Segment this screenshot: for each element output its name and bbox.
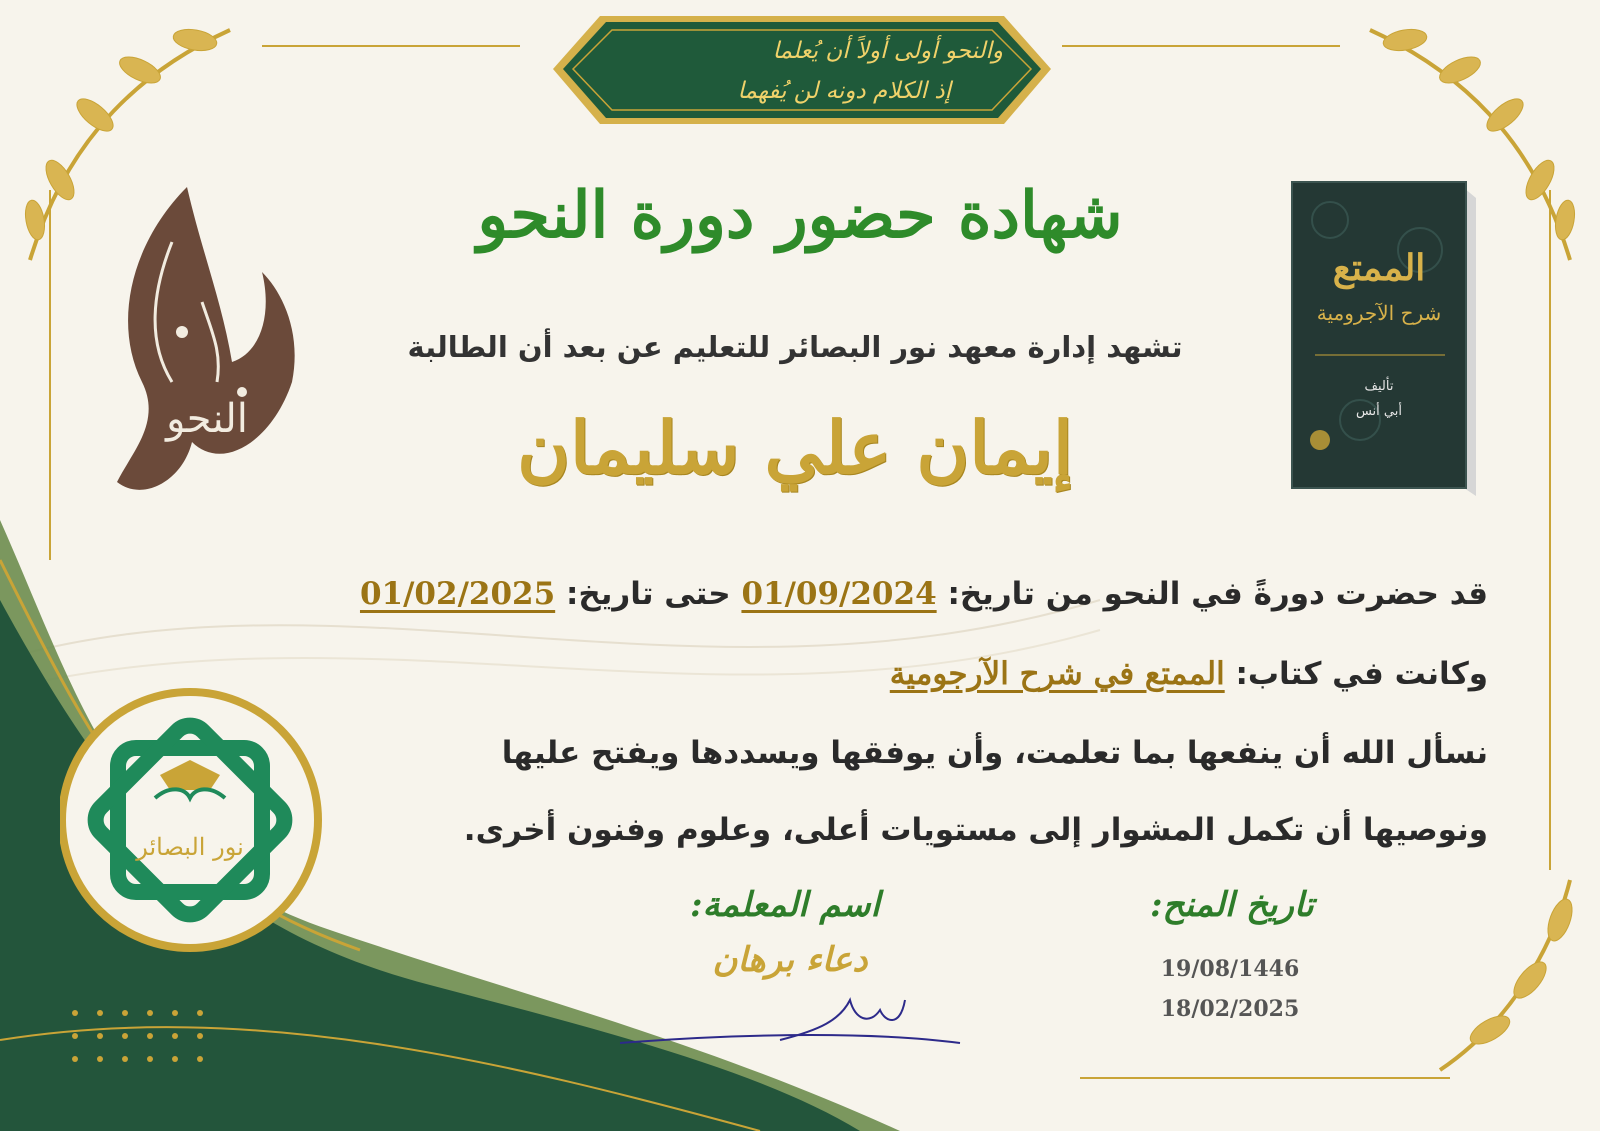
teacher-name: دعاء برهان xyxy=(712,940,868,980)
corner-branch-bottom-right xyxy=(1440,880,1577,1070)
dots-pattern xyxy=(70,1008,210,1068)
institute-logo xyxy=(60,680,340,960)
signature-mark xyxy=(620,1000,960,1043)
course-dates-middle: حتى تاريخ: xyxy=(565,576,731,612)
poem-line-1: والنحو أولى أولاً أن يُعلما xyxy=(772,38,1003,64)
teacher-label: اسم المعلمة: xyxy=(690,885,880,925)
book-emblem-icon xyxy=(1310,430,1330,450)
certificate-intro: تشهد إدارة معهد نور البصائر للتعليم عن بعد أن الطالبة xyxy=(407,330,1183,364)
prayer-line: نسأل الله أن ينفعها بما تعلمت، وأن يوفقها ويسددها ويفتح عليها xyxy=(501,735,1488,771)
book-title: الممتع في شرح الآرجومية xyxy=(889,656,1225,692)
course-dates-line xyxy=(360,576,1488,612)
advice-line: ونوصيها أن تكمل المشوار إلى مستويات أعلى، وعلوم وفنون أخرى. xyxy=(463,812,1488,848)
certificate-title: شهادة حضور دورة النحو xyxy=(477,178,1123,253)
end-date: 01/02/2025 xyxy=(359,576,556,612)
course-dates-prefix: قد حضرت دورةً في النحو من تاريخ: xyxy=(947,576,1488,612)
book-cover-author: أبي أنس xyxy=(1355,404,1403,419)
course-book-line xyxy=(890,656,1488,692)
poem-line-2: إذ الكلام دونه لن يُفهما xyxy=(737,78,951,104)
grant-date-label: تاريخ المنح: xyxy=(1150,885,1314,925)
book-cover-title: الممتع xyxy=(1332,247,1426,289)
book-cover-author-label: تأليف xyxy=(1364,379,1394,394)
poem-banner xyxy=(553,14,1051,124)
logo-text: نور البصائر xyxy=(136,833,244,861)
grant-date-gregorian: 18/02/2025 xyxy=(1160,996,1300,1022)
grant-date-hijri: 19/08/1446 xyxy=(1160,956,1300,982)
course-book-prefix: وكانت في كتاب: xyxy=(1235,656,1488,692)
book-cover-subtitle: شرح الآجرومية xyxy=(1316,301,1442,325)
start-date: 01/09/2024 xyxy=(741,576,937,612)
student-name: إيمان علي سليمان xyxy=(517,405,1073,490)
calligraphy-text: النحو xyxy=(166,396,248,442)
